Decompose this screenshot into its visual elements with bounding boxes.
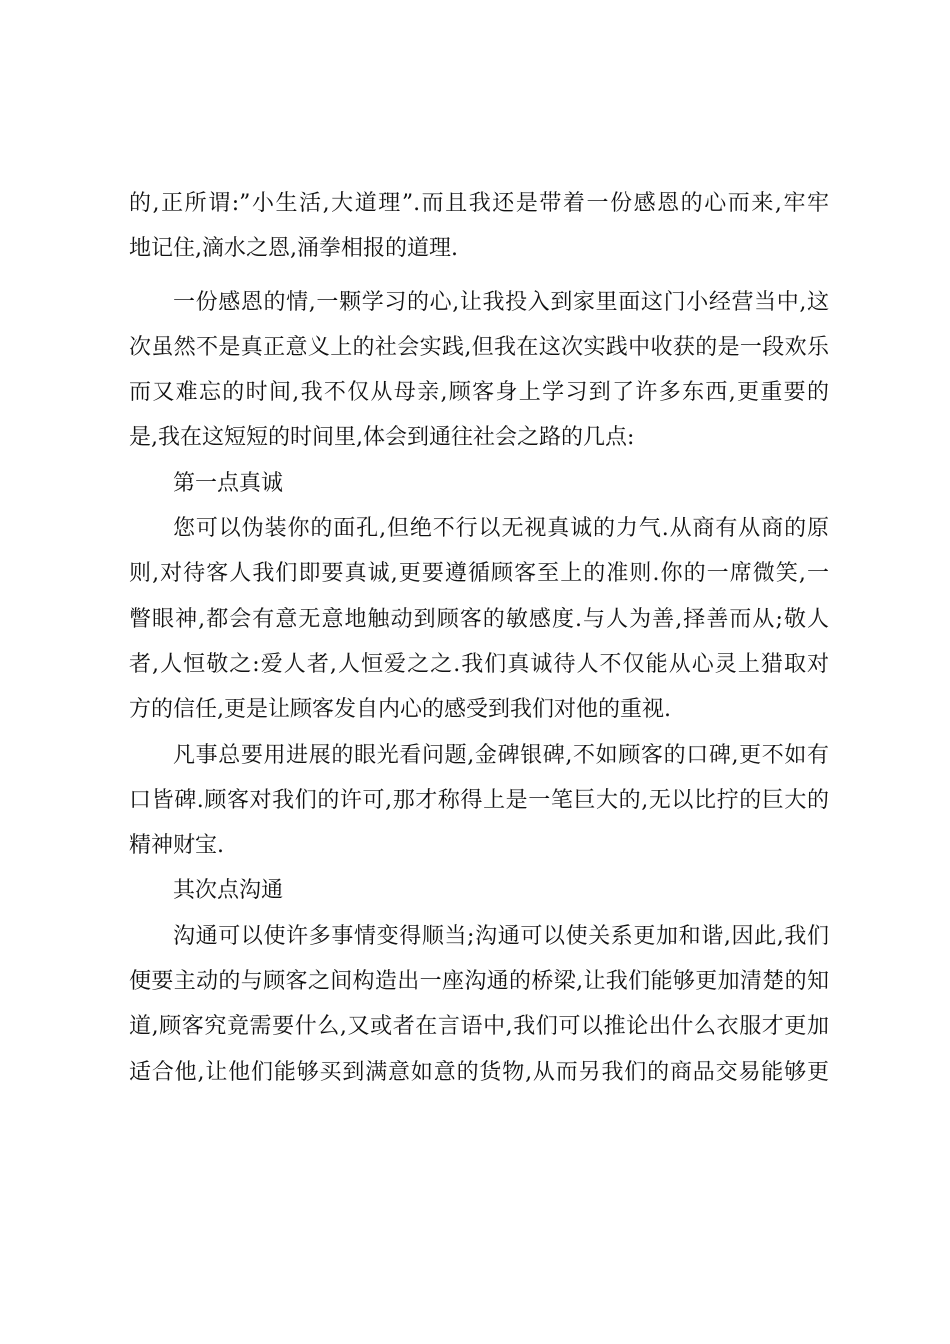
- text-line: 凡事总要用进展的眼光看问题,金碑银碑,不如顾客的口碑,更不如有: [173, 742, 829, 768]
- text-line: 道,顾客究竟需要什么,又或者在言语中,我们可以推论出什么衣服才更加: [129, 1014, 829, 1040]
- text-line: 地记住,滴水之恩,涌拳相报的道理.: [129, 236, 458, 262]
- section-heading: 其次点沟通: [173, 878, 284, 904]
- text-line: 者,人恒敬之:爱人者,人恒爱之之.我们真诚待人不仅能从心灵上猎取对: [129, 651, 829, 677]
- text-line: 一份感恩的情,一颗学习的心,让我投入到家里面这门小经营当中,这: [173, 289, 829, 315]
- text-line: 适合他,让他们能够买到满意如意的货物,从而另我们的商品交易能够更: [129, 1059, 829, 1085]
- section-heading: 第一点真诚: [173, 470, 284, 496]
- text-line: 口皆碑.顾客对我们的许可,那才称得上是一笔巨大的,无以比拧的巨大的: [129, 787, 829, 813]
- text-line: 您可以伪装你的面孔,但绝不行以无视真诚的力气.从商有从商的原: [173, 516, 829, 542]
- text-line: 瞥眼神,都会有意无意地触动到顾客的敏感度.与人为善,择善而从;敬人: [129, 606, 829, 632]
- text-line: 便要主动的与顾客之间构造出一座沟通的桥梁,让我们能够更加清楚的知: [129, 969, 829, 995]
- text-line: 精神财宝.: [129, 833, 224, 859]
- text-line: 而又难忘的时间,我不仅从母亲,顾客身上学习到了许多东西,更重要的: [129, 380, 829, 406]
- text-line: 沟通可以使许多事情变得顺当;沟通可以使关系更加和谐,因此,我们: [173, 923, 829, 949]
- text-line: 次虽然不是真正意义上的社会实践,但我在这次实践中收获的是一段欢乐: [129, 334, 829, 360]
- text-line: 则,对待客人我们即要真诚,更要遵循顾客至上的准则.你的一席微笑,一: [129, 561, 829, 587]
- text-line: 的,正所谓:”小生活,大道理”.而且我还是带着一份感恩的心而来,牢牢: [129, 191, 829, 216]
- document-body: [129, 181, 829, 1095]
- text-line: 是,我在这短短的时间里,体会到通往社会之路的几点:: [129, 425, 635, 451]
- text-line: 方的信任,更是让顾客发自内心的感受到我们对他的重视.: [129, 697, 671, 723]
